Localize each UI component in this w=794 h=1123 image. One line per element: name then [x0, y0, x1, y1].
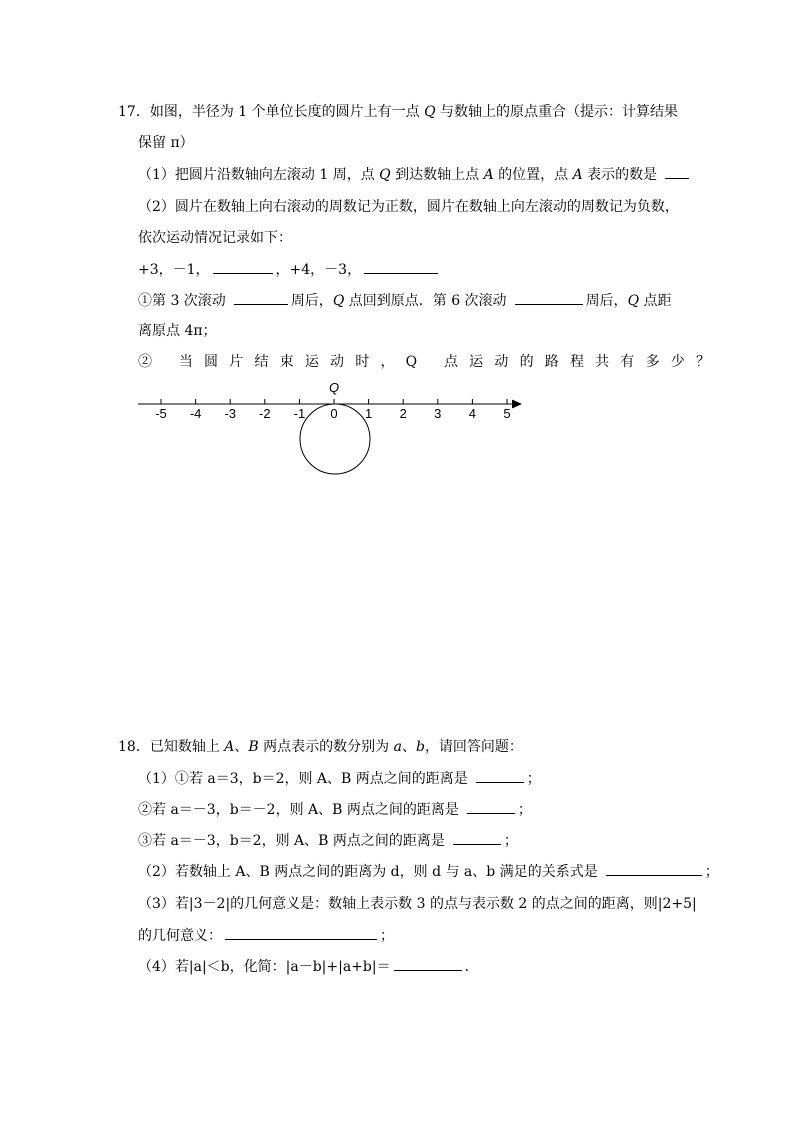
q18-part2: （2）若数轴上 A、B 两点之间的距离为 d，则 d 与 a、b 满足的关系式是 ； [138, 861, 719, 882]
q18-part1-1: （1）①若 a＝3，b＝2，则 A、B 两点之间的距离是 ； [138, 768, 541, 789]
tick-label: 0 [330, 406, 338, 421]
q17-part2-line2: 依次运动情况记录如下： [138, 230, 292, 246]
tick-label: 3 [434, 406, 442, 421]
q17-sequence: +3，－1， ，+4，－3， [138, 259, 441, 280]
tick-group [155, 399, 510, 421]
point-q-label: Q [328, 380, 340, 395]
q18-number: 18． [118, 739, 150, 755]
q17-sub1-line1: ①第 3 次滚动 周后，Q 点回到原点．第 6 次滚动 周后，Q 点距 [138, 290, 672, 311]
tick-label: 2 [399, 406, 407, 421]
tick-label: -2 [259, 406, 271, 421]
q18-part3-line1: （3）若|3－2|的几何意义是：数轴上表示数 3 的点与表示数 2 的点之间的距离，则|2+5| [138, 896, 697, 912]
answer-blank-18-1c[interactable] [453, 830, 501, 845]
tick-label: -5 [155, 406, 167, 421]
answer-blank-18-2[interactable] [606, 861, 702, 876]
q18-stem: 18．已知数轴上 A、B 两点表示的数分别为 a、b，请回答问题： [118, 739, 523, 755]
q17-part1: （1）把圆片沿数轴向左滚动 1 周，点 Q 到达数轴上点 A 的位置，点 A 表示的数是 [138, 164, 692, 185]
q18-part1-2: ②若 a＝－3，b＝－2，则 A、B 两点之间的距离是 ； [138, 799, 532, 820]
answer-blank-18-1a[interactable] [476, 768, 524, 783]
tick-label: 5 [503, 406, 511, 421]
tick-label: -3 [224, 406, 236, 421]
answer-blank-18-3[interactable] [225, 925, 377, 940]
q18-part1-3: ③若 a＝－3，b＝2，则 A、B 两点之间的距离是 ； [138, 830, 518, 851]
q17-part2-line1: （2）圆片在数轴上向右滚动的周数记为正数，圆片在数轴上向左滚动的周数记为负数， [138, 199, 679, 215]
answer-blank-18-4[interactable] [394, 956, 462, 971]
q17-sub1-line2: 离原点 4π； [138, 323, 217, 339]
tick-label: 4 [468, 406, 477, 421]
q17-stem-line1: 17．如图，半径为 1 个单位长度的圆片上有一点 Q 与数轴上的原点重合（提示：计算结果 [118, 104, 679, 120]
q17-sub2: ② 当圆片结束运动时，Q 点运动的路程共有多少？ [138, 354, 722, 370]
arrow-head [512, 400, 522, 409]
tick-label: -1 [293, 406, 306, 421]
tick-label: 1 [364, 406, 373, 421]
tick-label: -4 [189, 406, 202, 421]
q17-stem-line2: 保留 π） [138, 135, 194, 151]
q18-part4: （4）若|a|＜b，化简：|a－b|+|a+b|＝ ． [138, 956, 479, 977]
q17-number: 17． [118, 104, 150, 120]
answer-blank-18-1b[interactable] [467, 799, 515, 814]
q18-part3-line2: 的几何意义： ； [138, 925, 394, 946]
